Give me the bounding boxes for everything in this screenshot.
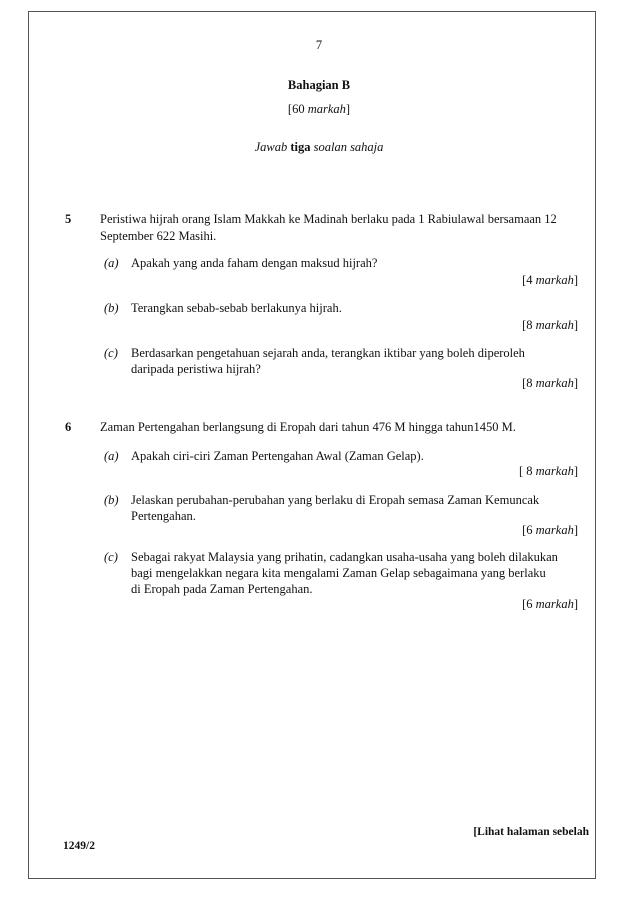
- section-marks: [60 markah]: [287, 102, 351, 116]
- part-label: (a): [104, 449, 119, 463]
- part-marks: [4 markah]: [522, 273, 578, 287]
- part-text: Berdasarkan pengetahuan sejarah anda, terangkan iktibar yang boleh diperoleh: [131, 346, 525, 360]
- part-label: (a): [104, 256, 119, 270]
- part-text: Apakah ciri-ciri Zaman Pertengahan Awal (Zaman Gelap).: [131, 449, 424, 463]
- part-label: (b): [104, 301, 119, 315]
- part-text: Apakah yang anda faham dengan maksud hijrah?: [131, 256, 378, 270]
- question-number: 5: [65, 212, 72, 226]
- question-stem: Zaman Pertengahan berlangsung di Eropah dari tahun 476 M hingga tahun1450 M.: [100, 420, 516, 434]
- part-text: Sebagai rakyat Malaysia yang prihatin, cadangkan usaha-usaha yang boleh dilakukan: [131, 550, 558, 564]
- question-number: 6: [65, 420, 72, 434]
- next-page-note: [Lihat halaman sebelah: [473, 826, 589, 838]
- page-number: 7: [315, 38, 323, 52]
- part-text: Jelaskan perubahan-perubahan yang berlaku di Eropah semasa Zaman Kemuncak: [131, 493, 540, 507]
- paper-code: 1249/2: [63, 840, 95, 852]
- question-stem: Peristiwa hijrah orang Islam Makkah ke Madinah berlaku pada 1 Rabiulawal bersamaan 12: [100, 212, 557, 226]
- part-text: bagi mengelakkan negara kita mengalami Zaman Gelap sebagaimana yang berlaku: [131, 566, 546, 580]
- part-label: (c): [104, 346, 118, 360]
- section-title: Bahagian B: [287, 78, 351, 92]
- part-marks: [ 8 markah]: [518, 464, 578, 478]
- part-marks: [8 markah]: [522, 376, 578, 390]
- part-marks: [6 markah]: [522, 597, 578, 611]
- part-marks: [6 markah]: [522, 523, 578, 537]
- part-label: (c): [104, 550, 118, 564]
- part-label: (b): [104, 493, 119, 507]
- part-marks: [8 markah]: [522, 318, 578, 332]
- question-stem: September 622 Masihi.: [100, 229, 217, 243]
- part-text: Pertengahan.: [131, 509, 196, 523]
- section-instruction: Jawab tiga soalan sahaja: [254, 140, 384, 154]
- part-text: di Eropah pada Zaman Pertengahan.: [131, 582, 313, 596]
- part-text: Terangkan sebab-sebab berlakunya hijrah.: [131, 301, 342, 315]
- part-text: daripada peristiwa hijrah?: [131, 362, 261, 376]
